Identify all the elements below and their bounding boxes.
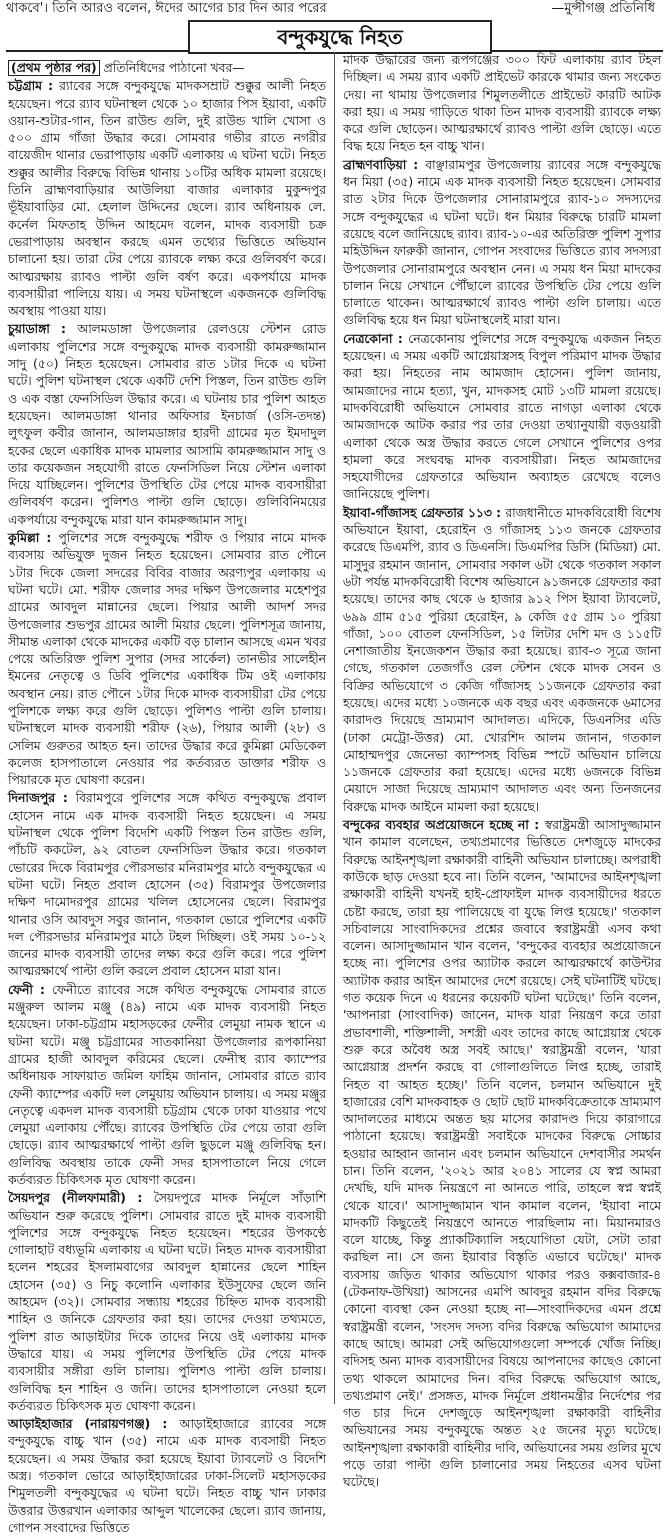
headline-rule-left [6,50,188,52]
dateline: সৈয়দপুর (নীলফামারী) : [8,1191,154,1206]
paragraph-text: সৈয়দপুরে মাদক নির্মূলে সাঁড়াশি অভিযান শুরু করেছে পুলিশ। সোমবার রাতে দুই মাদক ব্যবসায়ী পুলিশের সঙ্গে বন্দুকযুদ্ধে নিহত হয়েছেন। শহরের উপকণ্ঠে গোলাহাট বধ্যভূমি এলাকায় এ ঘটনা ঘটে। নিহত মাদক ব্যবসায়ীরা হলেন শহরের ইসলামবাগের আবদুল হান্নানের ছেলে শাহিন হোসেন (৩৫) ও নিচু কলোনি এলাকার ইউসুফের ছেলে জনি আহমেদ (৩২)। সোমবার সন্ধ্যায় শহরের চিহ্নিত মাদক ব্যবসায়ী শাহিন ও জনিকে গ্রেফতার করা হয়। তাদের দেওয়া তথ্যমতে, পুলিশ রাত আড়াইটার দিকে তাদের নিয়ে ওই এলাকায় মাদক উদ্ধারে যায়। এ সময় পুলিশের উপস্থিতি টের পেয়ে মাদক ব্যবসায়ীর সঙ্গীরা গুলি চালায়। পুলিশও পাল্টা গুলি চালায়। গুলিবিদ্ধ হন শাহিন ও জনি। তাদের হাসপাতালে নেওয়া হলে কর্তব্যরত চিকিৎসক মৃত ঘোষণা করেন। [8,1191,326,1413]
subheading: বন্দুকের ব্যবহার অপ্রয়োজনে হচ্ছে না : [343,818,545,833]
report-paragraph [8,530,326,789]
intro-text: প্রতিনিধিদের পাঠানো খবর— [99,61,245,75]
paragraph-text: আড়াইহাজারে র‍্যাবের সঙ্গে বন্দুকযুদ্ধে বাচ্চু খান (৩৫) নামে এক মাদক ব্যবসায়ী নিহত হয়েছেন। এ সময় উদ্ধার করা হয়েছে ইয়াবা ট্যাবলেট ও বিদেশি অস্ত্র। গতকাল ভোরে আড়াইহাজারের ঢাকা-সিলেট মহাসড়কের শিমুলতলী বন্দুকযুদ্ধের এ ঘটনা ঘটে। নিহত বাচ্চু খান ঢাকার উত্তরার উত্তরখান এলাকার আব্দুল খালেকের ছেলে। র‍্যাব জানায়, গোপন সংবাদের ভিত্তিতে [8,1417,326,1535]
paragraph-text: আলমডাঙ্গা উপজেলার রেলওয়ে স্টেশন রোড এলাকায় পুলিশের সঙ্গে বন্দুকযুদ্ধে মাদক ব্যবসায়ী কামরুজ্জামান সাদু (৫০) নিহত হয়েছেন। সোমবার রাত ১টার দিকে এ ঘটনা ঘটে। পুলিশ ঘটনাস্থল থেকে একটি দেশি পিস্তল, তিন রাউন্ড গুলি ও এক বস্তা ফেনসিডিল উদ্ধার করে। এ ঘটনায় চার পুলিশ আহত হয়েছেন। আলমডাঙ্গা থানার অফিসার ইনচার্জ (ওসি-তদন্ত) লুৎফুল কবীর জানান, আলমডাঙ্গার হারদী গ্রামের মৃত ইমদাদুল হকের ছেলে একাধিক মাদক মামলার আসামি কামরুজ্জামান সাদু ও তার কয়েকজন সহযোগী রাতে ফেনসিডিল নিয়ে স্টেশন এলাকা দিয়ে যাচ্ছিলেন। পুলিশের উপস্থিতি টের পেয়ে মাদক ব্যবসায়ীরা গুলিবর্ষণ করেন। পুলিশও পাল্টা গুলি ছোড়ে। গুলিবিনিময়ের একপর্যায়ে বন্দুকযুদ্ধে মারা যান কামরুজ্জামান সাদু। [8,322,326,527]
article-column-left [8,60,327,1535]
paragraph-text: পুলিশের সঙ্গে বন্দুকযুদ্ধে শরীফ ও পিয়ার নামে মাদক ব্যবসায় অভিযুক্ত দুজন নিহত হয়েছেন। সোমবার রাত পৌনে ১টার দিকে জেলা সদরের বিবির বাজার অরণ্যপুর এলাকায় এ ঘটনা ঘটে। মো. শরীফ জেলার সদর দক্ষিণ উপজেলার মহেশপুর গ্রামের আবদুল মান্নানের ছেলে। পিয়ার আলী আদর্শ সদর উপজেলার শুভপুর গ্রামের আলী মিয়ার ছেলে। পুলিশসূত্র জানায়, সীমান্ত এলাকা থেকে মাদকের একটি বড় চালান আসছে এমন খবর পেয়ে অতিরিক্ত পুলিশ সুপার (সদর সার্কেল) তানভীর সালেহীন ইমনের নেতৃত্বে ও ডিবি পুলিশের একাধিক টিম ওই এলাকায় অবস্থান নেয়। রাত পৌনে ১টার দিকে মাদক ব্যবসায়ীরা টের পেয়ে পুলিশকে লক্ষ্য করে গুলি ছোড়ে। পুলিশও পাল্টা গুলি চালায়। ঘটনাস্থলে মাদক ব্যবসায়ী শরীফ (২৬), পিয়ার আলী (২৮) ও সেলিম গুরুতর আহত হন। তাদের উদ্ধার করে কুমিল্লা মেডিকেল কলেজ হাসপাতালে নেওয়ার পর কর্তব্যরত ডাক্তার শরীফ ও পিয়ারকে মৃত ঘোষণা করেন। [8,531,326,788]
paragraph-text: রাজধানীতে মাদকবিরোধী বিশেষ অভিযানে ইয়াবা, হেরোইন ও গাঁজাসহ ১১৩ জনকে গ্রেফতার করেছে ডিএমপি, র‍্যাব ও ডিএনসি। ডিএমপির ডিসি (মিডিয়া) মো. মাসুদুর রহমান জানান, সোমবার সকাল ৬টা থেকে গতকাল সকাল ৬টা পর্যন্ত মাদকবিরোধী বিশেষ অভিযানে ৯১জনকে গ্রেফতার করা হয়েছে। তাদের কাছ থেকে ৬ হাজার ৯১২ পিস ইয়াবা ট্যাবলেট, ৬৯৯ গ্রাম ৫১৫ পুরিয়া হেরোইন, ৯ কেজি ৫৫ গ্রাম ১০ পুরিয়া গাঁজা, ১০০ বোতল ফেনসিডিল, ১৫ লিটার দেশি মদ ও ১১৫টি নেশাজাতীয় ইনজেকশন উদ্ধার করা হয়েছে। র‍্যাব-৩ সূত্রে জানা গেছে, গতকাল তেজগাঁও রেল স্টেশন থেকে মাদক সেবন ও বিক্রির অভিযোগে ৩ কেজি গাঁজাসহ ১১জনকে গ্রেফতার করা হয়েছে। এদের মধ্যে ১০জনকে এক বছর এবং একজনকে ৬মাসের কারাদণ্ড দিয়েছে ভ্রাম্যমাণ আদালত। এদিকে, ডিএনসির এডি (ঢাকা মেট্রো-উত্তর) মো. খোরশিদ আলম জানান, গতকাল মোহাম্মদপুর জেনেভা ক্যাম্পসহ বিভিন্ন স্পটে অভিযান চালিয়ে ১১জনকে গ্রেফতার করা হয়েছে। এদের মধ্যে ৬জনকে বিভিন্ন মেয়াদে সাজা দিয়েছে ভ্রাম্যমাণ আদালত এবং অন্য তিনজনের বিরুদ্ধে মাদক আইনে মামলা করা হয়েছে। [343,505,661,814]
report-paragraph [343,505,661,816]
paragraph-text: র‍্যাবের সঙ্গে বন্দুকযুদ্ধে মাদকসম্রাট শুক্কুর আলী নিহত হয়েছেন। পরে র‍্যাব ঘটনাস্থল থেকে ১০ হাজার পিস ইয়াবা, একটি ওয়ান-শুটার-গান, তিন রাউন্ড গুলি, দুই রাউন্ড খালি খোসা ও ৫০০ গ্রাম গাঁজা উদ্ধার করে। সোমবার গভীর রাতে নগরীর বায়েজীদ থানার ভেরাপাড়ায় একটি এলাকায় এ ঘটনা ঘটে। নিহত শুক্কুর আলীর বিরুদ্ধে বিভিন্ন থানায় ১০টির অধিক মামলা রয়েছে। তিনি ব্রাহ্মণবাড়িয়ার আউলিয়া বাজার এলাকার মুকুন্দপুর ভূঁইয়াবাড়ির মো. হেলাল উদ্দিনের ছেলে। র‍্যাব অধিনায়ক লে. কর্নেল মিফতাহ উদ্দিন আহমেদ বলেন, মাদক ব্যবসায়ী চক্র ভেরাপাড়ায় অবস্থান করছে এমন তথ্যের ভিত্তিতে অভিযান চালানো হয়। তারা টের পেয়ে র‍্যাবকে লক্ষ্য করে গুলিবর্ষণ করে। আত্মরক্ষায় র‍্যাবও পাল্টা গুলি বর্ষণ করে। একপর্যায়ে মাদক ব্যবসায়ীরা পালিয়ে যায়। এ সময় ঘটনাস্থলে একজনকে গুলিবিদ্ধ অবস্থায় পাওয়া যায়। [8,79,326,319]
report-paragraph [8,790,326,980]
column-divider [334,52,335,1404]
paragraph-text: ফেনীতে র‍্যাবের সঙ্গে কথিত বন্দুকযুদ্ধে সোমবার রাতে মঞ্জুরুল আলম মঞ্জু (৪৯) নামে এক মাদক ব্যবসায়ী নিহত হয়েছেন। ঢাকা-চট্টগ্রাম মহাসড়কের ফেনীর লেমুয়া নামক স্থানে এ ঘটনা ঘটে। মঞ্জু চট্টগ্রামের সাতকানিয়া উপজেলার রূপকানিয়া গ্রামের হাজী আবদুল করিমের ছেলে। ফেনীস্থ র‍্যাব ক্যাম্পের অধিনায়ক সাফায়াত জমিল ফাহিম জানান, সোমবার রাতে র‍্যাব ফেনী ক্যাম্পের একটি দল লেমুয়ায় অভিযান চালায়। এ সময় মঞ্জুর নেতৃত্বে একদল মাদক ব্যবসায়ী চট্টগ্রাম থেকে ঢাকা যাওয়ার পথে লেমুয়া এলাকায় পৌঁছে। র‍্যাবের উপস্থিতি টের পেয়ে তারা গুলি ছোড়ে। র‍্যাব আত্মরক্ষার্থে পাল্টা গুলি ছুড়লে মঞ্জু গুলিবিদ্ধ হন। গুলিবিদ্ধ অবস্থায় তাকে ফেনী সদর হাসপাতালে নিয়ে গেলে কর্তব্যরত চিকিৎসক মৃত ঘোষণা করেন। [8,982,326,1187]
report-paragraph [8,78,326,320]
paragraph-text: নেত্রকোনায় পুলিশের সঙ্গে বন্দুকযুদ্ধে একজন নিহত হয়েছেন। এ সময় একটি আগ্নেয়াস্ত্রসহ বিপুল পরিমাণ মাদক উদ্ধার করা হয়। নিহতের নাম আমজাদ হোসেন। পুলিশ জানায়, আমজাদের নামে হত্যা, খুন, মাদকসহ মোট ১৩টি মামলা রয়েছে। মাদকবিরোধী অভিযানে সোমবার রাতে নাগড়া এলাকা থেকে আমজাদকে আটক করার পর তার দেওয়া তথ্যানুযায়ী বড়ওয়ারী এলাকা থেকে অস্ত্র উদ্ধার করতে গেলে সেখানে পুলিশের ওপর হামলা করে সংঘবদ্ধ মাদক ব্যবসায়ীরা। নিহত আমজাদের সহযোগীদের গ্রেফতারে অভিযান অব্যাহত রেখেছে বলেও জানিয়েছে পুলিশ। [343,331,661,502]
report-paragraph [8,1416,326,1537]
paragraph-text: মাদক উদ্ধারের জন্য রূপগঞ্জের ৩০০ ফিট এলাকায় র‍্যাব টহল দিচ্ছিল। এ সময় র‍্যাব একটি প্রাইভেট কারকে থামার জন্য সংকেত দেয়। না থামায় উপজেলার শিমুলতলীতে প্রাইভেট কারটি আটক করা হয়। এ সময় গাড়িতে থাকা তিন মাদক ব্যবসায়ী র‍্যাবকে লক্ষ্য করে গুলি ছোড়েন। আত্মরক্ষার্থে র‍্যাবও পাল্টা গুলি ছোড়ে। এতে বিদ্ধ হয়ে নিহত হন বাচ্চু খান। [343,53,661,154]
dateline: চুয়াডাঙ্গা : [8,322,78,337]
paragraph-text: বাঞ্ছারামপুর উপজেলায় র‍্যাবের সঙ্গে বন্দুকযুদ্ধে ধন মিয়া (৩৫) নামে এক মাদক ব্যবসায়ী নিহত হয়েছেন। সোমবার রাত ২টার দিকে উপজেলার সোনারামপুরে র‍্যাব-১০ সদস্যদের সঙ্গে বন্দুকযুদ্ধের এ ঘটনা ঘটে। ধন মিয়ার বিরুদ্ধে চারটি মামলা রয়েছে বলে জানিয়েছে র‍্যাব। র‍্যাব-১০-এর অতিরিক্ত পুলিশ সুপার মহিউদ্দিন ফারুকী জানান, গোপন সংবাদের ভিত্তিতে র‍্যাব সদস্যরা উপজেলার সোনারামপুরে অবস্থান নেন। এ সময় ধন মিয়া মাদকের চালান নিয়ে সেখানে পৌঁছালে র‍্যাবের উপস্থিতি টের পেয়ে গুলি চালাতে থাকেন। আত্মরক্ষার্থে র‍্যাবও পাল্টা গুলি চালায়। এতে গুলিবিদ্ধ হয়ে ধন মিয়া ঘটনাস্থলেই মারা যান। [343,157,661,328]
report-paragraph [343,817,661,1492]
dateline: চট্টগ্রাম : [8,79,60,94]
subheading: ইয়াবা-গাঁজাসহ গ্রেফতার ১১৩ : [343,505,506,520]
report-paragraph [8,1190,326,1415]
continued-from-front-page-tag: (প্রথম পৃষ্ঠার পর) [8,60,100,76]
report-paragraph [8,321,326,529]
paragraph-text: স্বরাষ্ট্রমন্ত্রী আসাদুজ্জামান খান কামাল বলেছেন, তথ্যপ্রমাণের ভিত্তিতে দেশজুড়ে মাদকের বিরুদ্ধে আইনশৃঙ্খলা রক্ষাকারী বাহিনী অভিযান চালাচ্ছে। অপরাধী কাউকে ছাড় দেওয়া হবে না। তিনি বলেন, 'আমাদের আইনশৃঙ্খলা রক্ষাকারী বাহিনী যখনই হাই-প্রোফাইল মাদক ব্যবসায়ীদের ধরতে চেষ্টা করছে, তারা হয় পালিয়েছে বা যুদ্ধে লিপ্ত হয়েছে।' গতকাল সচিবালয়ে সাংবাদিকদের প্রশ্নের জবাবে স্বরাষ্ট্রমন্ত্রী এসব কথা বলেন। আসাদুজ্জামান খান বলেন, 'বন্দুকের ব্যবহার অপ্রয়োজনে হচ্ছে না। পুলিশের ওপর অ্যাটাক করলে আত্মরক্ষার্থে কাউন্টার অ্যাটাক করার আইন আমাদের দেশে রয়েছে। সেই ঘটনাটিই ঘটছে। গত কয়েক দিনে এ ধরনের কয়েকটি ঘটনা ঘটেছে।' তিনি বলেন, 'আপনারা (সাংবাদিক) জানেন, মাদক যারা নিয়ন্ত্রণ করে তারা প্রভাবশালী, শক্তিশালী, সশস্ত্রী এবং তাদের কাছে আগ্নেয়াস্ত্র থেকে শুরু করে অবৈধ অস্ত্র সবই আছে।' স্বরাষ্ট্রমন্ত্রী বলেন, 'যারা আগ্নেয়াস্ত্র প্রদর্শন করছে বা গোলাগুলিতে লিপ্ত হচ্ছে, তারাই নিহত বা আহত হচ্ছে।' তিনি বলেন, চলমান অভিযানে দুই হাজারের বেশি মাদকবাহক ও ছোট ছোট মাদকবিক্রেতাকে ভ্রাম্যমাণ আদালতের মাধ্যমে অন্তত ছয় মাসের কারাদণ্ড দিয়ে কারাগারে পাঠানো হয়েছে। স্বরাষ্ট্রমন্ত্রী সবাইকে মাদকের বিরুদ্ধে সোচ্চার হওয়ার আহ্বান জানান এবং চলমান অভিযানে দেশবাসীর সমর্থন চান। তিনি বলেন, '২০২১ আর ২০৪১ সালের যে স্বপ্ন আমরা দেখছি, যদি মাদক নিয়ন্ত্রণে না আনতে পারি, তাহলে স্বপ্ন স্বপ্নই থেকে যাবে।' আসাদুজ্জামান খান কামাল বলেন, 'ইয়াবা নামে মাদকটি কিছুতেই নিয়ন্ত্রণে আনতে পারছিলাম না। মিয়ানমারও বলে যাচ্ছে, কিন্তু প্র্যাকটিক্যালি সহযোগিতা যেটা, সেটা তারা করছিল না। সে জন্য ইয়াবার বিস্তৃতি এভাবে ঘটেছে।' মাদক ব্যবসায় জড়িত থাকার অভিযোগ থাকার পরও কক্সবাজার-৪ (টেকনাফ-উখিয়া) আসনের এমপি আবদুর রহমান বদির বিরুদ্ধে কোনো ব্যবস্থা কেন নেওয়া হচ্ছে না—সাংবাদিকদের এমন প্রশ্নে স্বরাষ্ট্রমন্ত্রী বলেন, 'সংসদ সদস্য বদির বিরুদ্ধে অভিযোগ আমাদের কাছে আছে। আমরা সেই অভিযোগগুলো সম্পর্কে খোঁজ নিচ্ছি। বদিসহ অন্য মাদক ব্যবসায়ীদের বিষয়ে আপনাদের কাছেও কোনো তথ্য থাকলে আমাদের দিন। বদির বিরুদ্ধে অভিযোগ আছে, তথ্যপ্রমাণ নেই।' প্রসঙ্গত, মাদক নির্মূলে প্রধানমন্ত্রীর নির্দেশের পর গত চার দিনে দেশজুড়ে আইনশৃঙ্খলা রক্ষাকারী বাহিনীর অভিযানের সময় বন্দুকযুদ্ধে অন্তত ২৫ জনের মৃত্যু ঘটেছে। আইনশৃঙ্খলা রক্ষাকারী বাহিনীর দাবি, অভিযানের সময় গুলির মুখে পড়ে তারা পাল্টা গুলি চালানোর সময় নিহতের এসব ঘটনা ঘটেছে। [343,818,661,1490]
article-headline: বন্দুকযুদ্ধে নিহত [188,20,492,54]
dateline: কুমিল্লা : [8,531,59,546]
dateline: আড়াইহাজার (নারায়ণগঞ্জ) : [8,1417,180,1432]
dateline: ফেনী : [8,982,52,997]
previous-article-byline: —মুন্সীগঞ্জ প্রতিনিধি [551,1,655,16]
dateline: নেত্রকোনা : [343,331,409,346]
dateline: ব্রাহ্মণবাড়িয়া : [343,157,426,172]
column-intro [8,60,326,77]
dateline: দিনাজপুর : [8,791,76,806]
report-paragraph [8,982,326,1190]
previous-article-tail: থাকবে'। তিনি আরও বলেন, ঈদের আগের চার দিন আর পরের [6,1,327,16]
report-paragraph [343,331,661,504]
article-column-right [343,52,661,1490]
paragraph-text: বিরামপুরে পুলিশের সঙ্গে কথিত বন্দুকযুদ্ধে প্রবাল হোসেন নামে এক মাদক ব্যবসায়ী নিহত হয়েছেন। এ সময় ঘটনাস্থল থেকে পুলিশ বিদেশি একটি পিস্তল তিন রাউন্ড গুলি, পাঁচটি ককটেল, ৯২ বোতল ফেনসিডিল উদ্ধার করে। গতকাল ভোরের দিকে বিরামপুর পৌরসভার মনিরামপুর মাঠে বন্দুকযুদ্ধের এ ঘটনা ঘটে। নিহত প্রবাল হোসেন (৩৫) বিরামপুর উপজেলার দক্ষিণ দামোদরপুর গ্রামের খলিল হোসেনের ছেলে। বিরামপুর থানার ওসি আবদুস সবুর জানান, গতকাল ভোরে পুলিশের একটি দল পৌরসভার মনিরামপুর মাঠে টহল দিচ্ছিল। ওই সময় ১০-১২ জনের মাদক ব্যবসায়ী তাদের লক্ষ্য করে গুলি করে। পরে পুলিশ আত্মরক্ষার্থে পাল্টা গুলি করলে প্রবাল হোসেন মারা যান। [8,791,327,979]
report-paragraph [343,52,661,156]
report-paragraph [343,157,661,330]
previous-article-strip [0,0,669,20]
